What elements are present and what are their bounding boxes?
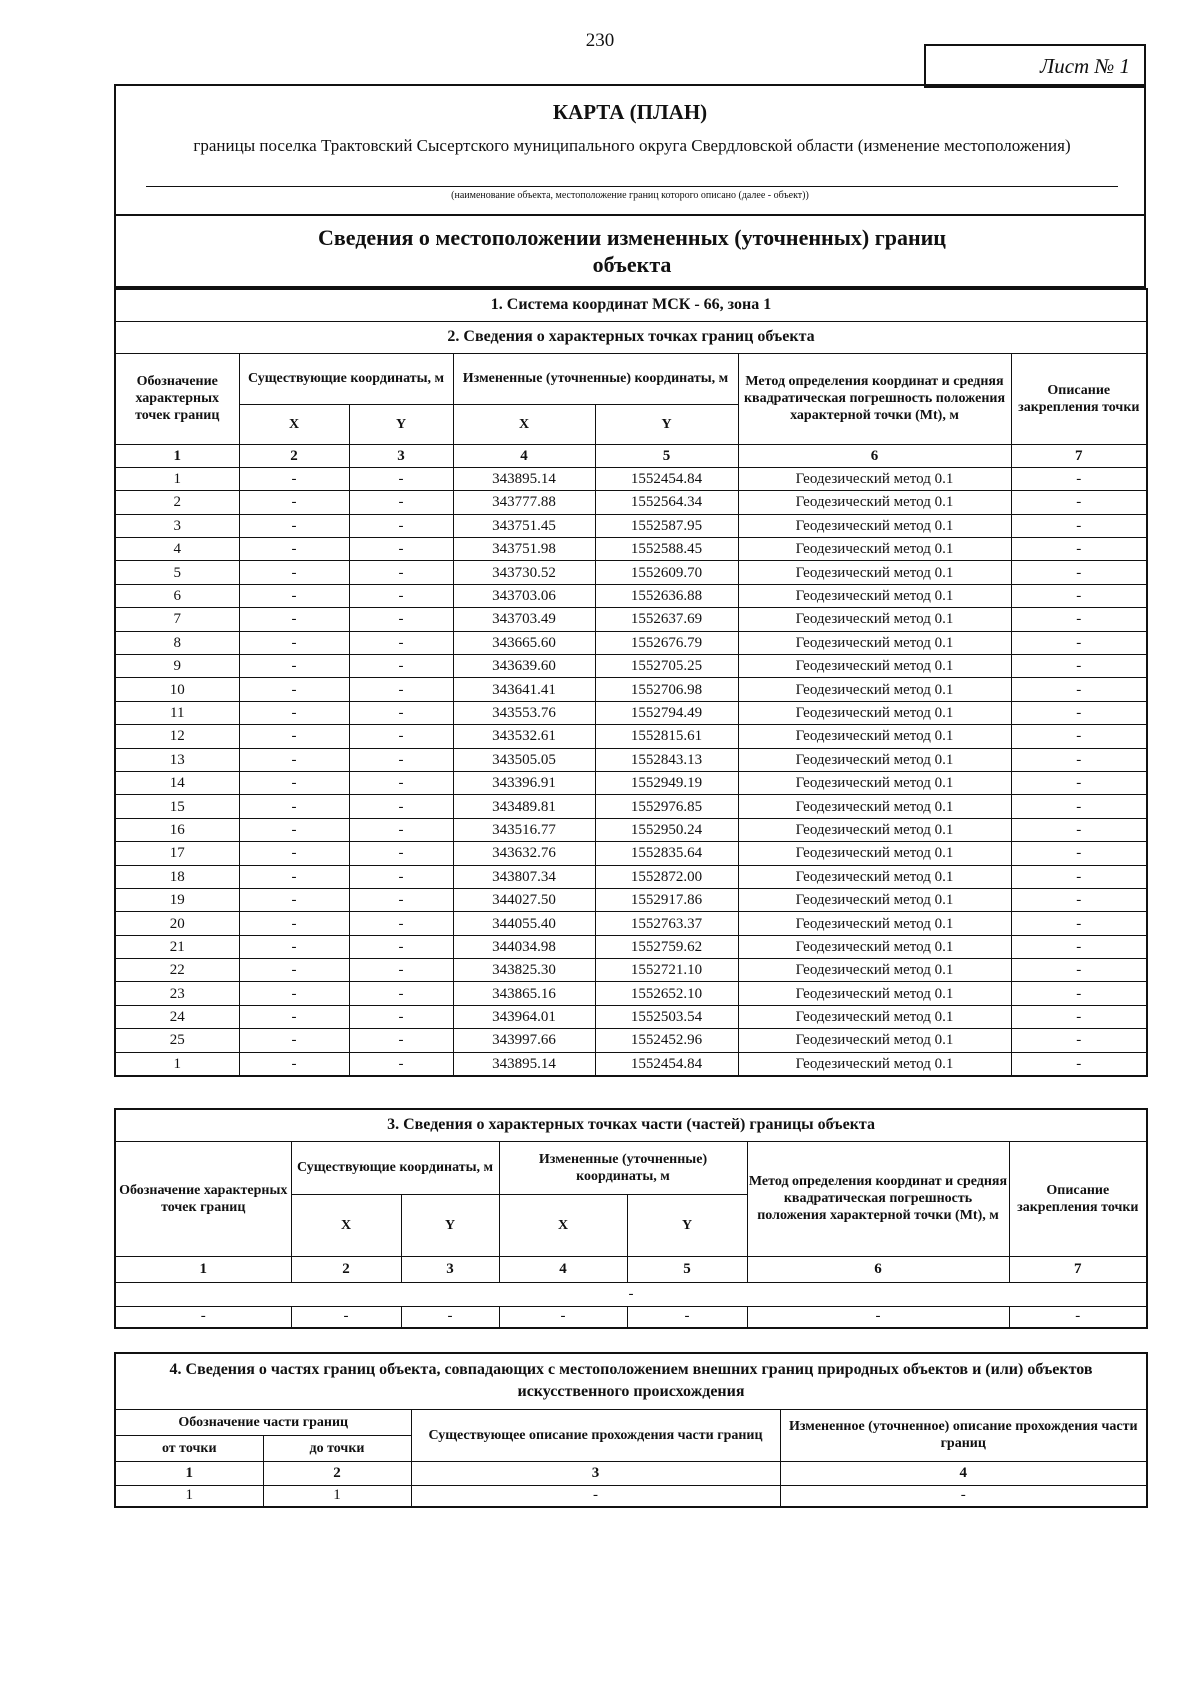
table-cell: 1552835.64 bbox=[595, 842, 738, 865]
table-cell: 1552587.95 bbox=[595, 514, 738, 537]
table-cell: 1552588.45 bbox=[595, 538, 738, 561]
table-cell: - bbox=[239, 467, 349, 490]
table-cell: 343639.60 bbox=[453, 655, 595, 678]
table-cell: 1552503.54 bbox=[595, 1005, 738, 1028]
table-cell: - bbox=[1011, 538, 1147, 561]
table-cell: - bbox=[349, 561, 453, 584]
table-cell: - bbox=[239, 491, 349, 514]
table-cell: - bbox=[239, 959, 349, 982]
table-cell: Геодезический метод 0.1 bbox=[738, 935, 1011, 958]
table-row bbox=[115, 748, 1147, 771]
table-cell: - bbox=[1011, 678, 1147, 701]
header-divider bbox=[116, 214, 1144, 216]
table-cell: 343532.61 bbox=[453, 725, 595, 748]
table-cell: 1552452.96 bbox=[595, 1029, 738, 1052]
table-cell: - bbox=[349, 491, 453, 514]
table-row bbox=[115, 584, 1147, 607]
table-row bbox=[115, 561, 1147, 584]
table-cell: 6 bbox=[115, 584, 239, 607]
table-cell: 343730.52 bbox=[453, 561, 595, 584]
table-row bbox=[115, 538, 1147, 561]
table-cell: 343632.76 bbox=[453, 842, 595, 865]
table-cell: 21 bbox=[115, 935, 239, 958]
table-cell: 1552976.85 bbox=[595, 795, 738, 818]
col-number: 3 bbox=[411, 1461, 780, 1485]
table-cell: Геодезический метод 0.1 bbox=[738, 771, 1011, 794]
table-cell: 1552637.69 bbox=[595, 608, 738, 631]
header-method: Метод определения координат и средняя квадратическая погрешность положения характерной точки (Mt), м bbox=[738, 353, 1011, 444]
table-cell: 343895.14 bbox=[453, 467, 595, 490]
table-cell: 9 bbox=[115, 655, 239, 678]
table-cell: Геодезический метод 0.1 bbox=[738, 678, 1011, 701]
table-cell: 1 bbox=[115, 1485, 263, 1507]
table-cell: - bbox=[239, 725, 349, 748]
table-cell: 23 bbox=[115, 982, 239, 1005]
table-cell: Геодезический метод 0.1 bbox=[738, 514, 1011, 537]
table-cell: - bbox=[1011, 842, 1147, 865]
col-number: 1 bbox=[115, 444, 239, 467]
table-cell: - bbox=[627, 1306, 747, 1328]
table-cell: Геодезический метод 0.1 bbox=[738, 725, 1011, 748]
table-cell: 343641.41 bbox=[453, 678, 595, 701]
document-title: КАРТА (ПЛАН) bbox=[552, 100, 708, 124]
table-cell: - bbox=[239, 678, 349, 701]
table-cell: - bbox=[239, 771, 349, 794]
table-cell: 1552872.00 bbox=[595, 865, 738, 888]
table-cell: 1552759.62 bbox=[595, 935, 738, 958]
table-cell: - bbox=[1011, 935, 1147, 958]
col-number: 1 bbox=[115, 1256, 291, 1282]
table-cell: - bbox=[239, 701, 349, 724]
table-cell: - bbox=[239, 912, 349, 935]
table-cell: - bbox=[349, 608, 453, 631]
table-cell: - bbox=[239, 538, 349, 561]
table2-section-title: 3. Сведения о характерных точках части (частей) границы объекта bbox=[115, 1109, 1147, 1141]
col-number: 6 bbox=[747, 1256, 1009, 1282]
table-cell: 5 bbox=[115, 561, 239, 584]
header-existing-x: X bbox=[239, 404, 349, 444]
table-cell: - bbox=[239, 818, 349, 841]
col-number: 3 bbox=[349, 444, 453, 467]
header-existing-y: Y bbox=[349, 404, 453, 444]
table-cell: 1552706.98 bbox=[595, 678, 738, 701]
table-cell: 343751.45 bbox=[453, 514, 595, 537]
table-row bbox=[115, 608, 1147, 631]
col-number: 2 bbox=[239, 444, 349, 467]
table-row bbox=[115, 701, 1147, 724]
table-cell: - bbox=[239, 795, 349, 818]
table-cell: - bbox=[239, 631, 349, 654]
table-cell: - bbox=[349, 935, 453, 958]
table-row bbox=[115, 1485, 1147, 1507]
col-number: 4 bbox=[780, 1461, 1147, 1485]
column-number-row bbox=[115, 1256, 1147, 1282]
table-cell: - bbox=[239, 1029, 349, 1052]
table-cell: - bbox=[499, 1306, 627, 1328]
col-number: 5 bbox=[627, 1256, 747, 1282]
table-cell: 18 bbox=[115, 865, 239, 888]
table-cell: - bbox=[239, 982, 349, 1005]
table-row bbox=[115, 514, 1147, 537]
header-existing: Существующие координаты, м bbox=[239, 353, 453, 404]
table-cell: - bbox=[401, 1306, 499, 1328]
col-number: 4 bbox=[499, 1256, 627, 1282]
boundary-points-table bbox=[114, 288, 1148, 1077]
table-cell: - bbox=[239, 865, 349, 888]
table-row bbox=[115, 842, 1147, 865]
table-cell: - bbox=[1011, 655, 1147, 678]
header-existing-y: Y bbox=[401, 1194, 499, 1256]
table-cell: 13 bbox=[115, 748, 239, 771]
table-cell: - bbox=[349, 795, 453, 818]
caption-underline bbox=[146, 186, 1118, 187]
table-cell: - bbox=[1011, 912, 1147, 935]
table-cell: 1552636.88 bbox=[595, 584, 738, 607]
table-cell: - bbox=[239, 655, 349, 678]
coord-system-row: 1. Система координат МСК - 66, зона 1 bbox=[115, 289, 1147, 321]
table-cell: - bbox=[349, 1005, 453, 1028]
header-description: Описание закрепления точки bbox=[1011, 353, 1147, 444]
table-cell: - bbox=[349, 982, 453, 1005]
section-heading: Сведения о местоположении измененных (уточненных) границ объекта bbox=[318, 225, 946, 277]
table-cell: 343489.81 bbox=[453, 795, 595, 818]
table-cell: 344055.40 bbox=[453, 912, 595, 935]
table-cell: - bbox=[239, 842, 349, 865]
table-row bbox=[115, 912, 1147, 935]
table-cell: 1552950.24 bbox=[595, 818, 738, 841]
table-cell: - bbox=[1011, 1052, 1147, 1076]
table-cell: 343665.60 bbox=[453, 631, 595, 654]
table1-section-title: 2. Сведения о характерных точках границ объекта bbox=[115, 321, 1147, 353]
header-description: Описание закрепления точки bbox=[1009, 1141, 1147, 1256]
table-cell: 1552721.10 bbox=[595, 959, 738, 982]
table-cell: 1552564.34 bbox=[595, 491, 738, 514]
table-cell: Геодезический метод 0.1 bbox=[738, 959, 1011, 982]
table-cell: 343895.14 bbox=[453, 1052, 595, 1076]
table-cell: - bbox=[239, 561, 349, 584]
table-cell: 1552815.61 bbox=[595, 725, 738, 748]
table-cell: 11 bbox=[115, 701, 239, 724]
table-cell: Геодезический метод 0.1 bbox=[738, 491, 1011, 514]
table-cell: Геодезический метод 0.1 bbox=[738, 888, 1011, 911]
table-cell: - bbox=[349, 748, 453, 771]
table-row bbox=[115, 631, 1147, 654]
table-cell: - bbox=[1011, 1029, 1147, 1052]
table-cell: Геодезический метод 0.1 bbox=[738, 912, 1011, 935]
table-cell: - bbox=[239, 608, 349, 631]
table-cell: Геодезический метод 0.1 bbox=[738, 701, 1011, 724]
table-cell: 1 bbox=[115, 1052, 239, 1076]
table-cell: 344034.98 bbox=[453, 935, 595, 958]
table-cell: - bbox=[1011, 865, 1147, 888]
table-cell: - bbox=[1011, 771, 1147, 794]
table-cell: Геодезический метод 0.1 bbox=[738, 818, 1011, 841]
table-cell: - bbox=[1011, 584, 1147, 607]
header-changed: Измененные (уточненные) координаты, м bbox=[499, 1141, 747, 1194]
table-cell: - bbox=[780, 1485, 1147, 1507]
header-designation: Обозначение характерных точек границ bbox=[115, 353, 239, 444]
table-row bbox=[115, 1306, 1147, 1328]
table-cell: 3 bbox=[115, 514, 239, 537]
table-cell: 343865.16 bbox=[453, 982, 595, 1005]
table-cell: - bbox=[239, 584, 349, 607]
table-row bbox=[115, 678, 1147, 701]
table-cell: - bbox=[349, 631, 453, 654]
table-cell: 1552705.25 bbox=[595, 655, 738, 678]
table-cell: 20 bbox=[115, 912, 239, 935]
table-row bbox=[115, 959, 1147, 982]
table-cell: - bbox=[411, 1485, 780, 1507]
table-cell: 1552609.70 bbox=[595, 561, 738, 584]
table-cell: - bbox=[349, 818, 453, 841]
column-number-row bbox=[115, 444, 1147, 467]
table-cell: 1552652.10 bbox=[595, 982, 738, 1005]
table-cell: - bbox=[1011, 561, 1147, 584]
table-cell: 343807.34 bbox=[453, 865, 595, 888]
table-cell: - bbox=[349, 865, 453, 888]
table-cell: - bbox=[291, 1306, 401, 1328]
header-existing-x: X bbox=[291, 1194, 401, 1256]
header-existing-desc: Существующее описание прохождения части границ bbox=[411, 1409, 780, 1461]
col-number: 5 bbox=[595, 444, 738, 467]
table-cell: - bbox=[349, 467, 453, 490]
table-cell: Геодезический метод 0.1 bbox=[738, 1052, 1011, 1076]
col-number: 2 bbox=[263, 1461, 411, 1485]
table-row bbox=[115, 467, 1147, 490]
table-cell: 344027.50 bbox=[453, 888, 595, 911]
header-existing: Существующие координаты, м bbox=[291, 1141, 499, 1194]
table-cell: 1 bbox=[263, 1485, 411, 1507]
col-number: 7 bbox=[1009, 1256, 1147, 1282]
table-row bbox=[115, 1029, 1147, 1052]
part-label-row: - bbox=[115, 1282, 1147, 1306]
table-cell: Геодезический метод 0.1 bbox=[738, 538, 1011, 561]
column-number-row bbox=[115, 1461, 1147, 1485]
table-cell: - bbox=[1011, 1005, 1147, 1028]
table-cell: - bbox=[115, 1306, 291, 1328]
sheet-label: Лист № 1 bbox=[924, 44, 1146, 88]
table-cell: 343964.01 bbox=[453, 1005, 595, 1028]
table-row bbox=[115, 982, 1147, 1005]
table-cell: - bbox=[349, 1052, 453, 1076]
col-number: 4 bbox=[453, 444, 595, 467]
table-cell: - bbox=[1011, 725, 1147, 748]
table-cell: - bbox=[1009, 1306, 1147, 1328]
table-row bbox=[115, 865, 1147, 888]
table-cell: - bbox=[349, 678, 453, 701]
subtitle-caption: (наименование объекта, местоположение границ которого описано (далее - объект)) bbox=[451, 190, 809, 201]
table-cell: - bbox=[349, 1029, 453, 1052]
table-cell: - bbox=[349, 725, 453, 748]
table-cell: - bbox=[349, 584, 453, 607]
table-row bbox=[115, 725, 1147, 748]
table-cell: - bbox=[1011, 491, 1147, 514]
table-row bbox=[115, 771, 1147, 794]
table-cell: 2 bbox=[115, 491, 239, 514]
table-cell: 343505.05 bbox=[453, 748, 595, 771]
table-cell: - bbox=[239, 935, 349, 958]
natural-boundaries-table bbox=[114, 1352, 1148, 1508]
table-cell: - bbox=[349, 912, 453, 935]
table-cell: - bbox=[1011, 982, 1147, 1005]
table-cell: 343396.91 bbox=[453, 771, 595, 794]
table-cell: 343516.77 bbox=[453, 818, 595, 841]
page-number: 230 bbox=[585, 30, 615, 51]
col-number: 7 bbox=[1011, 444, 1147, 467]
table-cell: Геодезический метод 0.1 bbox=[738, 1029, 1011, 1052]
table-cell: 7 bbox=[115, 608, 239, 631]
table-cell: - bbox=[1011, 795, 1147, 818]
table-cell: 1552763.37 bbox=[595, 912, 738, 935]
table-cell: 10 bbox=[115, 678, 239, 701]
table-cell: 25 bbox=[115, 1029, 239, 1052]
table-cell: - bbox=[1011, 608, 1147, 631]
table-cell: Геодезический метод 0.1 bbox=[738, 608, 1011, 631]
header-designation: Обозначение характерных точек границ bbox=[115, 1141, 291, 1256]
header-from-point: от точки bbox=[115, 1435, 263, 1461]
table-cell: 16 bbox=[115, 818, 239, 841]
table-cell: 12 bbox=[115, 725, 239, 748]
table-cell: 343997.66 bbox=[453, 1029, 595, 1052]
table-row bbox=[115, 818, 1147, 841]
table-cell: - bbox=[1011, 514, 1147, 537]
table-cell: 24 bbox=[115, 1005, 239, 1028]
table-cell: - bbox=[349, 842, 453, 865]
table-cell: - bbox=[349, 514, 453, 537]
table-cell: 14 bbox=[115, 771, 239, 794]
col-number: 6 bbox=[738, 444, 1011, 467]
table-cell: - bbox=[1011, 467, 1147, 490]
table-row bbox=[115, 888, 1147, 911]
part-points-table bbox=[114, 1108, 1148, 1329]
table-cell: - bbox=[349, 959, 453, 982]
header-method: Метод определения координат и средняя квадратическая погрешность положения характерной точки (Mt), м bbox=[747, 1141, 1009, 1256]
document-subtitle: границы поселка Трактовский Сысертского муниципального округа Свердловской области (изменение местоположения) bbox=[193, 136, 1071, 155]
table-cell: 343777.88 bbox=[453, 491, 595, 514]
col-number: 2 bbox=[291, 1256, 401, 1282]
col-number: 1 bbox=[115, 1461, 263, 1485]
header-changed-x: X bbox=[453, 404, 595, 444]
table-cell: 1552676.79 bbox=[595, 631, 738, 654]
header-to-point: до точки bbox=[263, 1435, 411, 1461]
table-row bbox=[115, 935, 1147, 958]
table-cell: 1552949.19 bbox=[595, 771, 738, 794]
header-part-designation: Обозначение части границ bbox=[115, 1409, 411, 1435]
table-cell: Геодезический метод 0.1 bbox=[738, 655, 1011, 678]
table-cell: - bbox=[1011, 818, 1147, 841]
table-cell: 343553.76 bbox=[453, 701, 595, 724]
table-cell: 1552794.49 bbox=[595, 701, 738, 724]
table-cell: Геодезический метод 0.1 bbox=[738, 865, 1011, 888]
header-changed-x: X bbox=[499, 1194, 627, 1256]
table-row bbox=[115, 491, 1147, 514]
table-cell: 19 bbox=[115, 888, 239, 911]
table-cell: Геодезический метод 0.1 bbox=[738, 584, 1011, 607]
table-cell: 4 bbox=[115, 538, 239, 561]
table-cell: 1552454.84 bbox=[595, 1052, 738, 1076]
table-cell: Геодезический метод 0.1 bbox=[738, 795, 1011, 818]
table-cell: 343703.49 bbox=[453, 608, 595, 631]
table-cell: - bbox=[1011, 748, 1147, 771]
table-cell: 8 bbox=[115, 631, 239, 654]
table-cell: Геодезический метод 0.1 bbox=[738, 631, 1011, 654]
table-cell: - bbox=[239, 888, 349, 911]
table-cell: 343825.30 bbox=[453, 959, 595, 982]
table-cell: 1552917.86 bbox=[595, 888, 738, 911]
table-cell: 15 bbox=[115, 795, 239, 818]
table-cell: - bbox=[239, 1052, 349, 1076]
table-cell: - bbox=[239, 514, 349, 537]
table-cell: 22 bbox=[115, 959, 239, 982]
table-cell: - bbox=[747, 1306, 1009, 1328]
header-changed-y: Y bbox=[595, 404, 738, 444]
header-changed: Измененные (уточненные) координаты, м bbox=[453, 353, 738, 404]
table-cell: 343751.98 bbox=[453, 538, 595, 561]
table-row bbox=[115, 655, 1147, 678]
table-cell: 17 bbox=[115, 842, 239, 865]
table-cell: Геодезический метод 0.1 bbox=[738, 842, 1011, 865]
table-row bbox=[115, 1005, 1147, 1028]
table-cell: Геодезический метод 0.1 bbox=[738, 467, 1011, 490]
table-cell: - bbox=[349, 888, 453, 911]
table-cell: - bbox=[1011, 959, 1147, 982]
table-row bbox=[115, 795, 1147, 818]
table-cell: - bbox=[349, 538, 453, 561]
table-cell: - bbox=[1011, 701, 1147, 724]
table-cell: Геодезический метод 0.1 bbox=[738, 748, 1011, 771]
table-cell: 1552454.84 bbox=[595, 467, 738, 490]
table-cell: Геодезический метод 0.1 bbox=[738, 561, 1011, 584]
header-changed-y: Y bbox=[627, 1194, 747, 1256]
header-changed-desc: Измененное (уточненное) описание прохождения части границ bbox=[780, 1409, 1147, 1461]
table-cell: - bbox=[239, 748, 349, 771]
table-cell: - bbox=[349, 655, 453, 678]
table-cell: Геодезический метод 0.1 bbox=[738, 1005, 1011, 1028]
table-cell: 1552843.13 bbox=[595, 748, 738, 771]
table-row bbox=[115, 1052, 1147, 1076]
table-cell: - bbox=[1011, 888, 1147, 911]
table-cell: 343703.06 bbox=[453, 584, 595, 607]
table-cell: - bbox=[239, 1005, 349, 1028]
table-cell: - bbox=[349, 771, 453, 794]
table-cell: - bbox=[349, 701, 453, 724]
table-cell: 1 bbox=[115, 467, 239, 490]
table-cell: Геодезический метод 0.1 bbox=[738, 982, 1011, 1005]
table-cell: - bbox=[1011, 631, 1147, 654]
document-header bbox=[114, 84, 1146, 288]
col-number: 3 bbox=[401, 1256, 499, 1282]
table3-section-title: 4. Сведения о частях границ объекта, совпадающих с местоположением внешних границ природных объектов и (или) объектов искусственного происхождения bbox=[115, 1353, 1147, 1409]
